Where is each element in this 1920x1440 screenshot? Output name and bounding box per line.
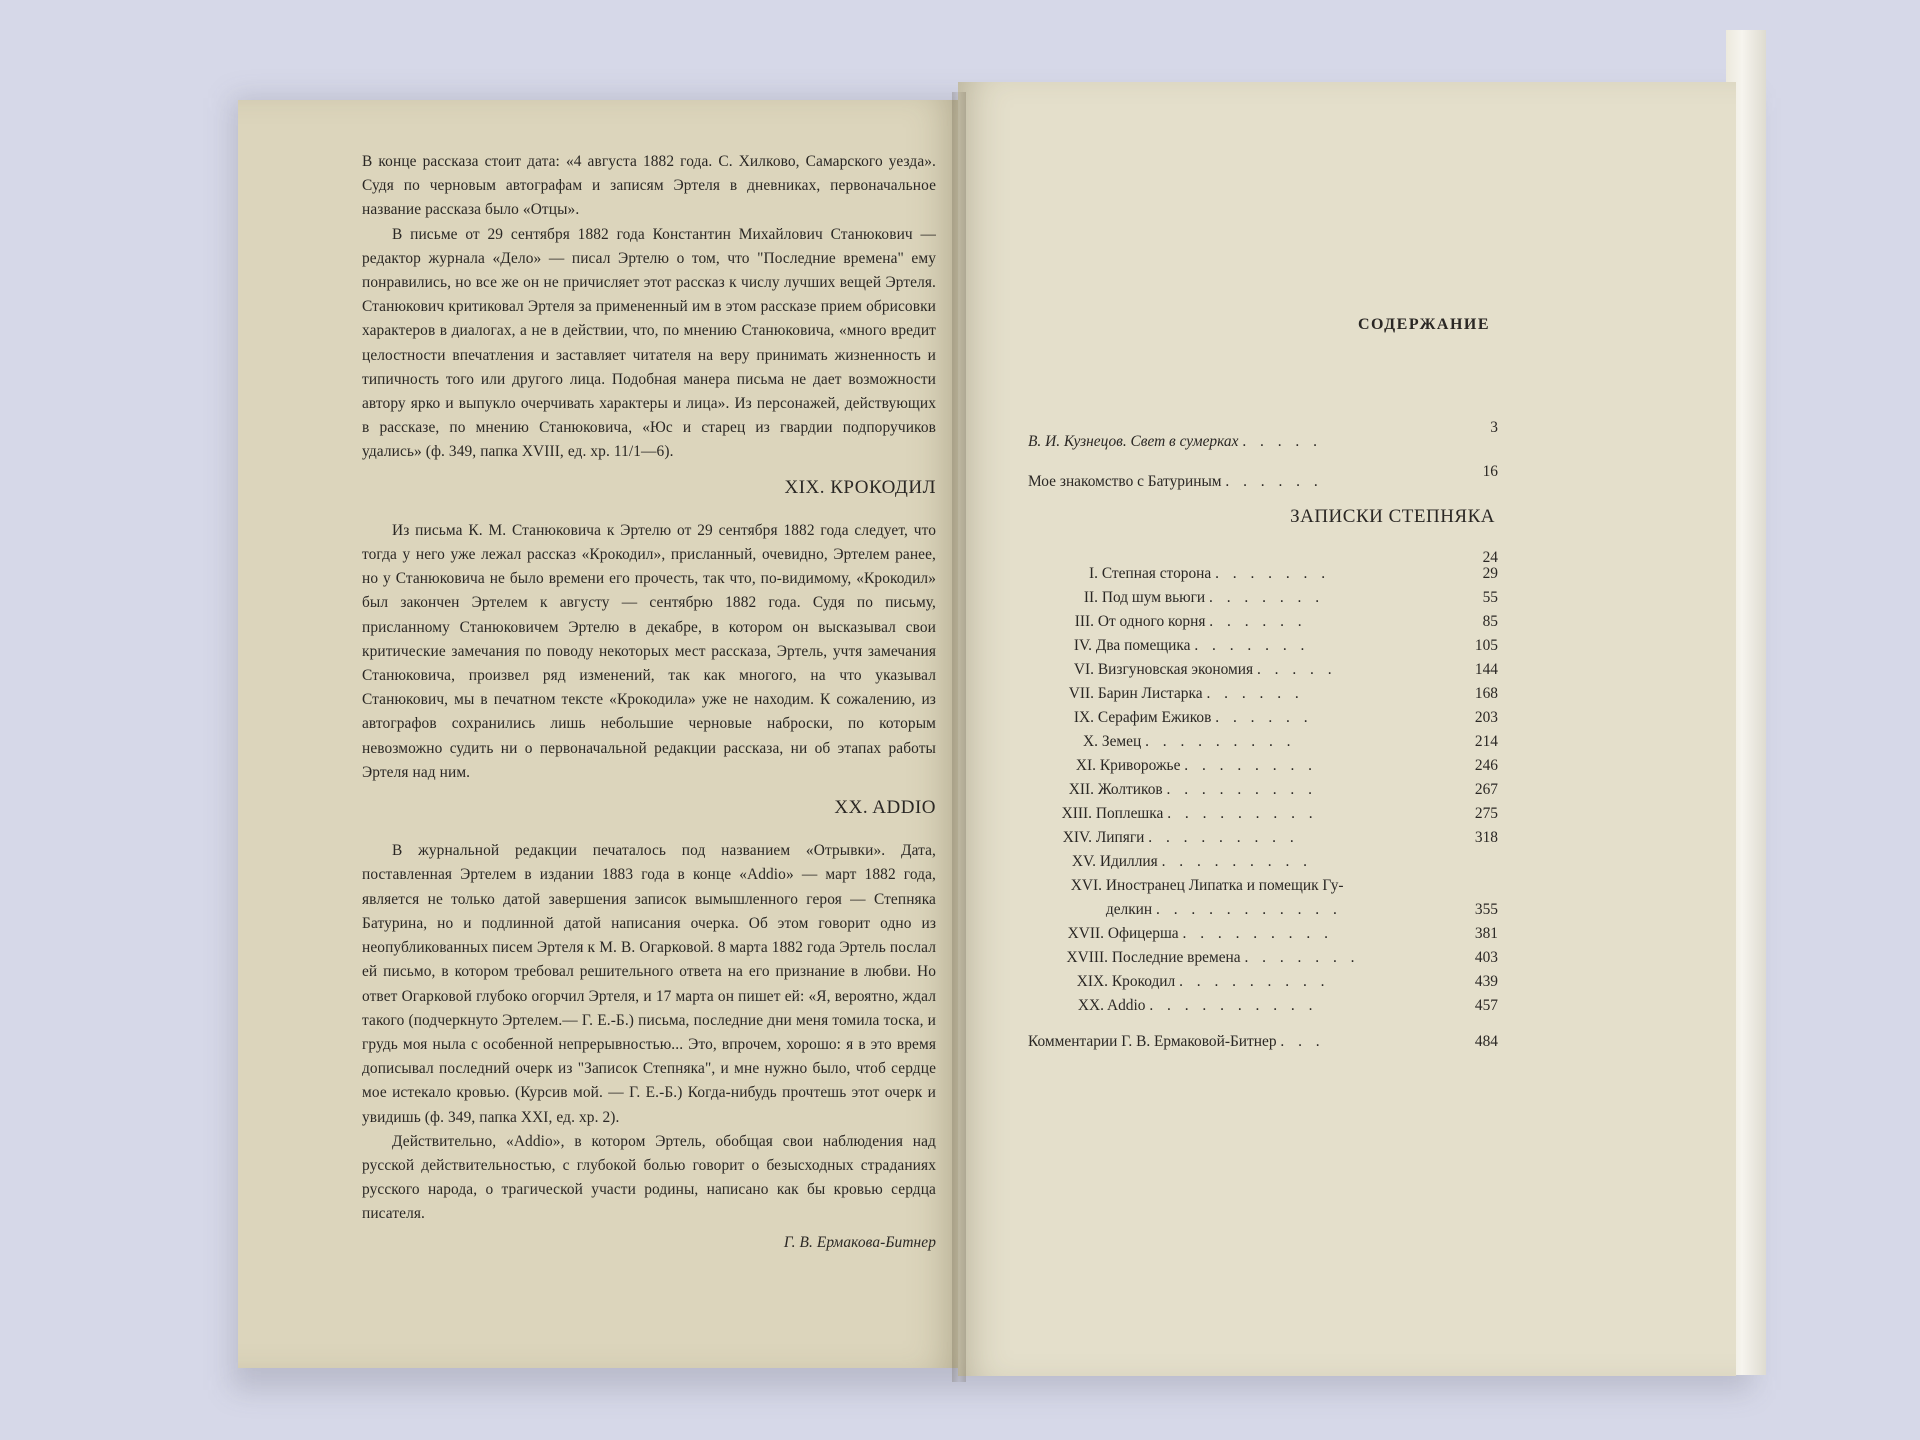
intro-paragraph: В конце рассказа стоит дата: «4 августа 1882 года. С. Хилково, Самарского уезда». Судя по черновым автографам и записям Эртеля в дневниках, первоначальное название рассказа было «Отцы». [362,153,936,219]
toc-entry-title: Иностранец Липатка и помещик Гу- [1105,877,1344,894]
toc-chapter-number: II. [1083,589,1098,606]
book-spine-gutter [952,92,966,1382]
toc-chapter-number: X. [1083,733,1098,750]
toc-chapter-number: XIV. [1062,829,1092,846]
toc-entry-dots: . . . . . . . . . [1166,781,1317,798]
toc-entry-page: 55 [1482,589,1498,606]
toc-entry-page: 168 [1474,685,1498,702]
toc-entry [1028,970,1498,994]
toc-entry-dots: . . . . . . [1206,685,1304,702]
toc-entry-title: От одного корня [1097,613,1206,630]
toc-entry [1028,898,1498,922]
toc-entry-page: 144 [1474,661,1498,678]
toc-entry [1028,826,1498,850]
toc-entry-dots: . . . . . . . . . . [1149,997,1318,1014]
toc-entry-page: 439 [1474,973,1498,990]
toc-entry-title: Поплешка [1095,805,1164,822]
toc-entry-title: Офицерша [1107,925,1179,942]
intro-paragraph: В письме от 29 сентября 1882 года Константин Михайлович Станюкович — редактор журнала «Дело» — писал Эртелю о том, что "Последние времена" ему понравились, но все же он не причисляет этот рассказ к числу лучших вещей Эртеля. Станюкович критиковал Эртеля за примененный им в этом рассказе прием обрисовки характеров в диалогах, а не в действии, что, по мнению Станюковича, «много вредит целостности впечатления и заставляет читателя на веру принимать жизненность и типичность того или другого лица. Подобная манера письма не дает возможности автору ярко и выпукло очерчивать характеры и лица». Из персонажей, действующих в рассказе, по мнению Станюковича, «Юс и старец из гвардии подпоручиков удались» (ф. 349, папка XVIII, ед. хр. 11/1—6). [362,225,936,461]
toc-chapter-number: XVIII. [1066,949,1108,966]
toc-entry-dots: . . . [1280,1033,1325,1050]
toc-entry-dots: . . . . . . . . . [1167,805,1318,822]
toc-entry-title: Барин Листарка [1097,685,1203,702]
toc-entry-page: 3 [1490,419,1498,436]
toc-entry-title: Визгуновская экономия [1097,661,1254,678]
toc-entry-page: 85 [1482,613,1498,630]
toc-chapter-number: XVII. [1067,925,1104,942]
toc-entry-title: Криворожье [1099,757,1181,774]
toc-entry-dots: . . . . . . [1215,709,1313,726]
toc-entry-title: Липяги [1095,829,1145,846]
toc-entry-title: Степная сторона [1101,565,1212,582]
toc-entry-dots: . . . . . . . [1244,949,1360,966]
left-page-text [362,150,936,1255]
toc-entry-page: 16 [1482,463,1498,480]
toc-chapter-number: XX. [1077,997,1104,1014]
toc-chapter-number: III. [1074,613,1094,630]
toc-entry-title: Серафим Ежиков [1097,709,1212,726]
toc-entry [1028,419,1498,454]
toc-entry-dots: . . . . . . . [1209,589,1325,606]
toc-entry [1028,706,1498,730]
section-20-paragraph: Действительно, «Addio», в котором Эртель, обобщая свои наблюдения над русской действительностью, с глубокой болью говорит о безысходных страданиях русского народа, о трагической участи родины, написано как бы кровью сердца писателя. [362,1132,936,1223]
toc-chapter-number: IV. [1073,637,1092,654]
toc-entry-page: 24 [1482,549,1498,566]
toc-entry-title: Жолтиков [1097,781,1163,798]
toc-entry-page: 275 [1474,805,1498,822]
toc-entry-dots: . . . . . . . . . [1148,829,1299,846]
toc-chapter-number: XVI. [1070,877,1102,894]
toc-entry [1028,562,1498,586]
toc-entry [1028,922,1498,946]
toc-entry [1028,730,1498,754]
toc-entry [1028,850,1498,874]
toc-entry [1028,874,1498,898]
toc-entry-page: 105 [1474,637,1498,654]
toc-entry-dots: . . . . . . . . . [1145,733,1296,750]
toc-entry [1028,610,1498,634]
toc-entry [1028,778,1498,802]
toc-entry-dots: . . . . . . [1225,473,1323,490]
toc-entry-title: делкин [1105,901,1153,918]
toc-entry-dots: . . . . . . . [1194,637,1310,654]
section-19-title: XIX. КРОКОДИЛ [784,476,936,498]
toc-entry-dots: . . . . . [1242,433,1322,450]
toc-entry-dots: . . . . . . . . [1184,757,1317,774]
toc-chapter-number: XI. [1075,757,1096,774]
toc-entry-page: 29 [1482,565,1498,582]
toc-entry-title: Под шум вьюги [1101,589,1206,606]
toc-entry-title: Крокодил [1111,973,1176,990]
toc-entry-dots: . . . . . . . . . [1182,925,1333,942]
signature: Г. В. Ермакова-Битнер [783,1233,936,1251]
toc-entry-dots: . . . . . . . . . [1179,973,1330,990]
toc-entry-page: 214 [1474,733,1498,750]
toc-chapter-number: IX. [1073,709,1094,726]
toc-entry [1028,682,1498,706]
toc-entry-title: Addio [1107,997,1146,1014]
section-20-title: XX. ADDIO [834,797,936,819]
toc-entry-title: Комментарии Г. В. Ермаковой-Битнер [1028,1033,1277,1050]
toc-entry [1028,946,1498,970]
toc-entry-dots: . . . . . [1256,661,1337,678]
toc-entry-page: 381 [1474,925,1498,942]
section-20-paragraph: В журнальной редакции печаталось под названием «Отрывки». Дата, поставленная Эртелем в издании 1883 года в конце «Addio» — март 1882 года, является не только датой завершения записок вымышленного героя — Степняка Батурина, но и подлинной датой написания очерка. Об этом говорит одно из неопубликованных писем Эртеля к М. В. Огарковой. 8 марта 1882 года Эртель послал ей письмо, в котором требовал решительного ответа на его признание в любви. Но ответ Огарковой глубоко огорчил Эртеля, и 17 марта он пишет ей: «Я, вероятно, ждал такого (подчеркнуто Эртелем.— Г. Е.-Б.) письма, последние дни меня томила тоска, и грудь моя ныла с особенной непрерывностью... Это, впрочем, хорошо: я в это время дописывал последний очерк из "Записок Степняка", и мне нужно было, чтоб сердце мое истекало кровью. (Курсив мой. — Г. Е.-Б.) Когда-нибудь прочтешь этот очерк и увидишь (ф. 349, папка XXI, ед. хр. 2). [362,842,936,1126]
toc-entry-title: Последние времена [1111,949,1241,966]
part-title: ЗАПИСКИ СТЕПНЯКА [1290,506,1495,527]
toc-entry [1028,634,1498,658]
toc-entry-page: 484 [1474,1033,1498,1050]
toc-entry-dots: . . . . . . . [1215,565,1331,582]
toc-entry [1028,754,1498,778]
toc-chapter-number: XII. [1068,781,1094,798]
toc-entry-title: Земец [1101,733,1142,750]
toc-entry [1028,1030,1498,1054]
toc-chapter-number: I. [1089,565,1098,582]
toc-chapter-number: XIII. [1061,805,1092,822]
toc-entry-dots: . . . . . . . . . [1161,853,1312,870]
toc-heading: СОДЕРЖАНИЕ [1357,316,1490,333]
toc-entry [1028,658,1498,682]
toc-chapter-number: XV. [1071,853,1096,870]
toc-entry-title: Мое знакомство с Батуриным [1028,473,1222,490]
toc-entry [1028,994,1498,1018]
section-19-paragraph: Из письма К. М. Станюковича к Эртелю от 29 сентября 1882 года следует, что тогда у него уже лежал рассказ «Крокодил», присланный, очевидно, Эртелем ранее, но у Станюковича не было времени его прочесть, так что, по-видимому, «Крокодил» был закончен Эртелем к августу — сентябрю 1882 года. Судя по письму, присланному Станюковичем Эртелю в декабре, в котором он высказывал свои критические замечания по поводу некоторых мест рассказа, Эртель, учтя замечания Станюковича, произвел ряд изменений, так как многого, на что указывал Станюкович, мы в печатном тексте «Крокодила» уже не находим. К сожалению, из автографов сохранились лишь небольшие черновые наброски, по которым невозможно судить ни о первоначальной редакции рассказа, ни об этапах работы Эртеля над ним. [362,521,936,781]
toc-chapter-number: VI. [1073,661,1094,678]
toc-entry-title: В. И. Кузнецов. Свет в сумерках [1028,433,1239,450]
toc-entry-page: 246 [1474,757,1498,774]
toc-entry [1028,586,1498,610]
toc-entry-page: 457 [1474,997,1498,1014]
toc-entry-page: 267 [1474,781,1498,798]
toc-entry-page: 403 [1474,949,1498,966]
toc-entry-page: 203 [1474,709,1498,726]
toc-chapter-number: VII. [1068,685,1094,702]
toc-entry-title: Два помещика [1095,637,1191,654]
toc-entry-dots: . . . . . . . . . . . [1156,901,1342,918]
toc-chapter-number: XIX. [1076,973,1108,990]
toc-entry-page: 318 [1474,829,1498,846]
toc-entry-page: 355 [1474,901,1498,918]
toc-entry-title: Идиллия [1099,853,1158,870]
toc-entry [1028,802,1498,826]
toc-entry-dots: . . . . . . [1209,613,1307,630]
toc-entry [1028,463,1498,494]
